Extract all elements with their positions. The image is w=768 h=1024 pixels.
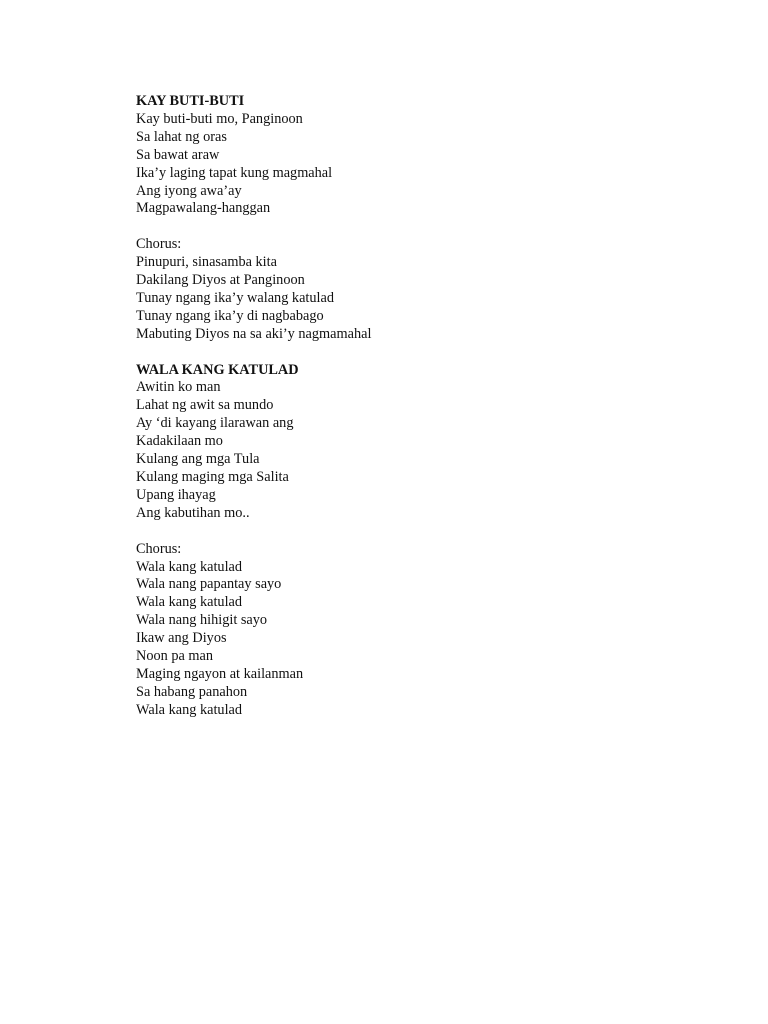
- song-wala-kang-katulad: [136, 362, 696, 720]
- chorus-line: Maging ngayon at kailanman: [136, 665, 304, 682]
- verse-line: Ika’y laging tapat kung magmahal: [136, 164, 333, 181]
- verse-line: Ang kabutihan mo..: [136, 504, 250, 521]
- chorus-line: Sa habang panahon: [136, 683, 248, 700]
- verse-line: Sa lahat ng oras: [136, 128, 227, 145]
- verse-line: Kulang ang mga Tula: [136, 451, 260, 468]
- stanza-gap: [136, 523, 696, 541]
- chorus-line: Wala nang hihigit sayo: [136, 612, 268, 629]
- chorus-line: Dakilang Diyos at Panginoon: [136, 272, 305, 289]
- chorus-line: Wala kang katulad: [136, 558, 243, 575]
- chorus-line: Wala kang katulad: [136, 594, 243, 611]
- song-kay-buti-buti: [136, 93, 696, 344]
- song-title: WALA KANG KATULAD: [136, 361, 299, 378]
- verse-line: Sa bawat araw: [136, 146, 220, 163]
- verse-line: Lahat ng awit sa mundo: [136, 397, 274, 414]
- verse-line: Kadakilaan mo: [136, 433, 223, 450]
- verse-line: Magpawalang-hanggan: [136, 200, 271, 217]
- chorus-line: Tunay ngang ika’y di nagbabago: [136, 307, 324, 324]
- song-gap: [136, 344, 696, 362]
- chorus-line: Tunay ngang ika’y walang katulad: [136, 289, 334, 306]
- song-title: KAY BUTI-BUTI: [136, 93, 245, 109]
- verse-line: Kulang maging mga Salita: [136, 469, 289, 485]
- chorus-line: Noon pa man: [136, 648, 214, 665]
- stanza-gap: [136, 218, 696, 236]
- chorus-line: Wala kang katulad: [136, 701, 243, 718]
- chorus-line: Mabuting Diyos na sa aki’y nagmamahal: [136, 325, 372, 342]
- lyrics-content: [136, 93, 696, 720]
- chorus-label: Chorus:: [136, 236, 182, 253]
- verse-line: Awitin ko man: [136, 379, 221, 396]
- chorus-line: Ikaw ang Diyos: [136, 630, 227, 647]
- verse-line: Ay ‘di kayang ilarawan ang: [136, 415, 294, 432]
- chorus-line: Wala nang papantay sayo: [136, 576, 282, 593]
- chorus-line: Pinupuri, sinasamba kita: [136, 254, 277, 271]
- verse-line: Kay buti-buti mo, Panginoon: [136, 110, 303, 127]
- verse-line: Upang ihayag: [136, 486, 216, 503]
- verse-line: Ang iyong awa’ay: [136, 182, 242, 199]
- chorus-label: Chorus:: [136, 540, 182, 557]
